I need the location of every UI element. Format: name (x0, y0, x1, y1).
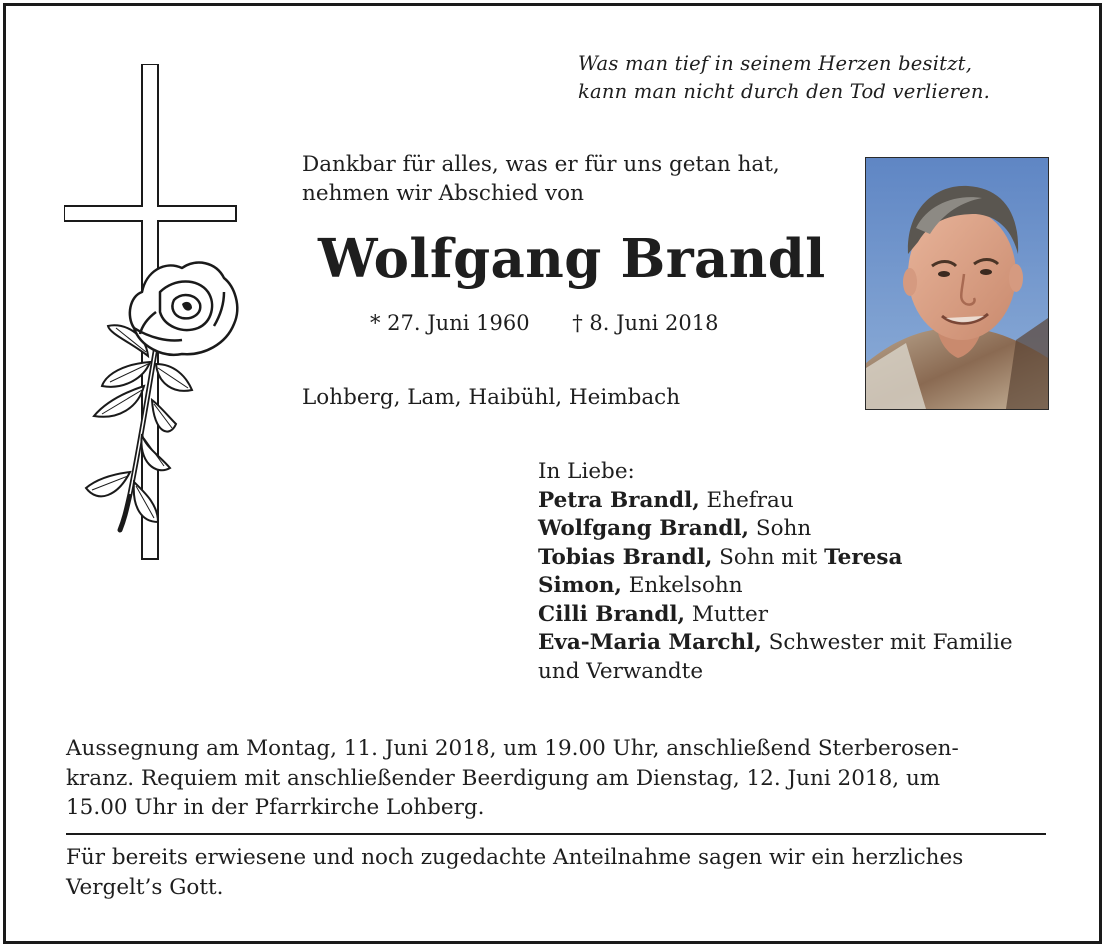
cross-with-rose-icon (64, 64, 244, 564)
service-line-3: 15.00 Uhr in der Pfarrkirche Lohberg. (66, 795, 485, 820)
mourner-name: Tobias Brandl, (538, 544, 713, 570)
obituary-card (3, 3, 1102, 944)
deceased-name: Wolfgang Brandl (318, 228, 826, 290)
mourner-name: Cilli Brandl, (538, 601, 686, 627)
mourner-entry (538, 629, 1013, 658)
service-line-1: Aussegnung am Montag, 11. Juni 2018, um 19.00 Uhr, anschließend Sterberosen- (66, 736, 959, 761)
mourner-entry (538, 487, 1013, 516)
thanks-line-1: Für bereits erwiesene und noch zugedachte Anteilnahme sagen wir ein herzliches (66, 845, 964, 870)
mourner-entry (538, 572, 1013, 601)
places-of-residence: Lohberg, Lam, Haibühl, Heimbach (302, 385, 681, 410)
mourner-name: Simon, (538, 573, 622, 598)
divider-line (66, 833, 1046, 835)
mourners-list (538, 458, 1013, 686)
mourner-name: Eva-Maria Marchl, (538, 630, 762, 655)
motto-line-2: kann man nicht durch den Tod verlieren. (578, 80, 990, 103)
mourners-closing: und Verwandte (538, 658, 704, 684)
thanks-note (66, 843, 1046, 902)
mourner-partner-name: Teresa (824, 544, 903, 570)
mourner-relation: Mutter (685, 601, 768, 627)
mourner-entry (538, 601, 1013, 630)
portrait-photo-image (866, 158, 1048, 409)
intro-text (302, 150, 780, 208)
motto-quote (578, 50, 1056, 106)
portrait-photo (865, 157, 1049, 410)
mourner-entry (538, 544, 1013, 573)
mourner-relation: Sohn (749, 516, 812, 541)
death-date: † 8. Juni 2018 (572, 311, 719, 335)
birth-date: * 27. Juni 1960 (370, 311, 530, 335)
mourner-entry (538, 515, 1013, 544)
mourner-name: Wolfgang Brandl, (538, 516, 750, 541)
mourner-relation: Ehefrau (699, 487, 794, 513)
life-dates (370, 308, 718, 338)
motto-line-1: Was man tief in seinem Herzen besitzt, (578, 52, 973, 75)
service-announcement (66, 734, 1046, 823)
intro-line-1: Dankbar für alles, was er für uns getan hat, (302, 152, 780, 177)
service-line-2: kranz. Requiem mit anschließender Beerdigung am Dienstag, 12. Juni 2018, um (66, 765, 941, 791)
mourner-name: Petra Brandl, (538, 487, 700, 513)
mourners-heading: In Liebe: (538, 459, 635, 484)
thanks-line-2: Vergelt’s Gott. (66, 874, 224, 900)
mourner-relation: Enkelsohn (621, 573, 743, 598)
mourner-relation: Sohn mit (712, 544, 825, 570)
intro-line-2: nehmen wir Abschied von (302, 181, 584, 206)
mourner-relation: Schwester mit Familie (761, 630, 1013, 655)
